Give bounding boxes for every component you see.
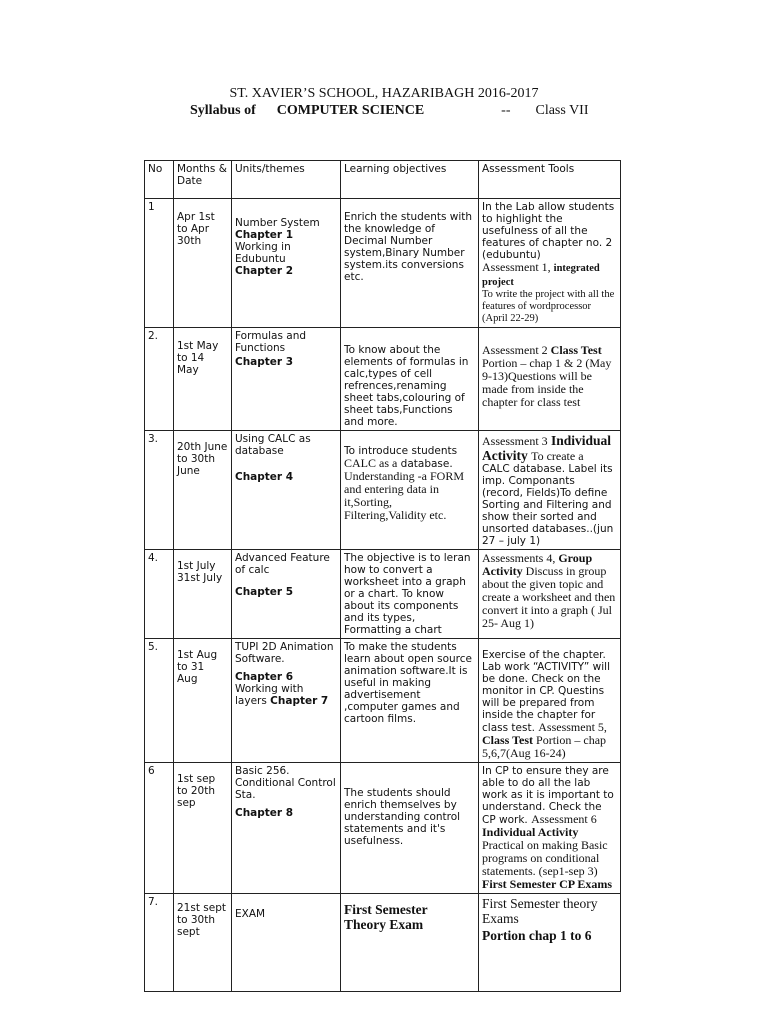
- row-units-cell: [232, 894, 341, 992]
- row-objective-cell: [341, 763, 479, 894]
- row-objective-cell: [341, 328, 479, 431]
- unit-title: TUPI 2D Animation Software.: [235, 641, 334, 665]
- row-months-cell: [174, 199, 232, 328]
- unit-title: Using CALC as database: [235, 433, 311, 457]
- unit-chapter: Chapter 8: [235, 807, 294, 819]
- class-name: Class VII: [535, 103, 589, 118]
- objective-text: Understanding -a FORM and entering data in it,Sorting, Filtering,Validity etc.: [344, 469, 464, 522]
- row-months-cell: [174, 639, 232, 763]
- subject-name: COMPUTER SCIENCE: [276, 103, 425, 118]
- unit-chapter: Chapter 5: [235, 586, 294, 598]
- assessment-label: Assessment 5,: [538, 720, 607, 734]
- objective-text: To introduce students: [344, 445, 458, 457]
- row-objective-cell: [341, 894, 479, 992]
- table-row: [145, 639, 621, 763]
- row-months: Apr 1st to Apr 30th: [177, 211, 215, 247]
- row-assessment-cell: [479, 550, 621, 639]
- assessment-type: Individual Activity: [482, 433, 612, 463]
- row-units-cell: [232, 763, 341, 894]
- row-months-cell: [174, 431, 232, 550]
- assessment-portion: Portion chap 1 to 6: [482, 928, 592, 943]
- row-units-cell: [232, 199, 341, 328]
- row-assessment-cell: [479, 639, 621, 763]
- table-row: [145, 199, 621, 328]
- row-assessment-cell: [479, 328, 621, 431]
- row-months: 1st May to 14 May: [177, 340, 219, 376]
- row-no: 4.: [145, 550, 174, 639]
- assessment-label: Assessment 2: [482, 343, 548, 357]
- row-objective: To make the students learn about open source animation software.It is useful in making advertisement ,computer games and cartoon films.: [344, 641, 472, 725]
- row-units-cell: [232, 328, 341, 431]
- assessment-text: To write the project with all the features of wordprocessor (April 22-29): [482, 289, 615, 324]
- assessment-text: In the Lab allow students to highlight the usefulness of all the features of chapter no. 2 (edubuntu): [482, 201, 615, 261]
- row-months: 1st sep to 20th sep: [177, 773, 216, 809]
- row-months: 1st Aug to 31 Aug: [177, 649, 218, 685]
- row-months: 20th June to 30th June: [177, 441, 228, 477]
- assessment-type: integrated project: [482, 263, 600, 288]
- table-row: [145, 550, 621, 639]
- unit-title: Advanced Feature of calc: [235, 552, 330, 576]
- row-assessment-cell: [479, 199, 621, 328]
- assessment-text: Practical on making Basic programs on conditional statements. (sep1-sep 3): [482, 838, 608, 878]
- header-units: Units/themes: [232, 161, 341, 199]
- assessment-type: Individual Activity: [482, 825, 579, 839]
- unit-chapter: Chapter 7: [270, 695, 329, 707]
- assessment-text: CALC database. Label its imp. Componants (record, Fields)To define Sorting and Filtering and show their sorted and unsorted databases..(jun 27 – july 1): [482, 463, 614, 547]
- header-objectives: Learning objectives: [341, 161, 479, 199]
- row-objective: The objective is to leran how to convert a worksheet into a graph or a chart. To know about its components and its types, Formatting a chart: [344, 552, 471, 636]
- unit-title: Number System: [235, 217, 320, 229]
- row-objective-cell: [341, 550, 479, 639]
- row-months: 21st sept to 30th sept: [177, 902, 226, 938]
- table-row: [145, 894, 621, 992]
- syllabus-label: Syllabus of: [190, 103, 256, 118]
- assessment-text: First Semester theory Exams: [482, 896, 598, 926]
- row-assessment-cell: [479, 431, 621, 550]
- unit-chapter: Chapter 4: [235, 471, 294, 483]
- assessment-text: In CP to ensure they are able to do all the lab work as it is important to understand. Check the CP work.: [482, 765, 614, 826]
- assessment-label: Assessments 4,: [482, 551, 556, 565]
- row-months-cell: [174, 894, 232, 992]
- assessment-text: Portion – chap 5,6,7(Aug 16-24): [482, 733, 607, 760]
- unit-chapter: Chapter 2: [235, 265, 294, 277]
- school-title: ST. XAVIER’S SCHOOL, HAZARIBAGH 2016-2017: [229, 86, 539, 101]
- assessment-type: Class Test: [482, 733, 534, 747]
- row-months-cell: [174, 550, 232, 639]
- syllabus-table: [144, 160, 621, 992]
- row-units-cell: [232, 550, 341, 639]
- row-units-cell: [232, 639, 341, 763]
- unit-title: EXAM: [235, 908, 266, 920]
- row-objective: To know about the elements of formulas in calc,types of cell refrences,renaming sheet tabs,colouring of sheet tabs,Functions and more.: [344, 344, 469, 428]
- assessment-type: Class Test: [550, 343, 602, 357]
- assessment-label: Assessment 1,: [482, 260, 551, 274]
- assessment-text: To create a: [531, 449, 584, 463]
- objective-text: CALC as a: [344, 456, 398, 470]
- row-assessment-cell: [479, 763, 621, 894]
- table-row: [145, 431, 621, 550]
- row-objective-cell: [341, 199, 479, 328]
- unit-title: Working with layers: [235, 683, 304, 707]
- row-assessment-cell: [479, 894, 621, 992]
- unit-chapter: Chapter 6: [235, 671, 294, 683]
- row-no: 1: [145, 199, 174, 328]
- row-no: 7.: [145, 894, 174, 992]
- unit-chapter: Chapter 1: [235, 229, 294, 241]
- row-no: 5.: [145, 639, 174, 763]
- unit-title: Basic 256. Conditional Control Sta.: [235, 765, 336, 801]
- unit-title: Working in Edubuntu: [235, 241, 291, 265]
- table-header-row: [145, 161, 621, 199]
- row-months: 1st July 31st July: [177, 560, 223, 584]
- table-row: [145, 763, 621, 894]
- row-months-cell: [174, 328, 232, 431]
- objective-text: database.: [400, 458, 453, 470]
- table-row: [145, 328, 621, 431]
- row-objective: First Semester Theory Exam: [344, 902, 428, 932]
- header-months: Months & Date: [174, 161, 232, 199]
- header-no: No: [145, 161, 174, 199]
- assessment-text: Exercise of the chapter. Lab work “ACTIVITY” will be done. Check on the monitor in CP. Questins will be prepared from inside the chapter for class test.: [482, 649, 610, 734]
- row-units-cell: [232, 431, 341, 550]
- row-objective-cell: [341, 639, 479, 763]
- assessment-text: Portion – chap 1 & 2 (May 9-13)Questions will be made from inside the chapter for class test: [482, 356, 612, 409]
- row-months-cell: [174, 763, 232, 894]
- row-no: 2.: [145, 328, 174, 431]
- row-no: 3.: [145, 431, 174, 550]
- row-objective: The students should enrich themselves by understanding control statements and it's usefulness.: [344, 787, 461, 847]
- row-no: 6: [145, 763, 174, 894]
- assessment-label: Assessment 3: [482, 434, 548, 448]
- title-dashes: --: [501, 103, 511, 118]
- unit-chapter: Chapter 3: [235, 356, 294, 368]
- assessment-text: Discuss in group about the given topic and create a worksheet and then convert it into a graph ( Jul 25- Aug 1): [482, 564, 616, 630]
- row-objective-cell: [341, 431, 479, 550]
- unit-title: Formulas and Functions: [235, 330, 307, 354]
- assessment-label: Assessment 6: [531, 812, 597, 826]
- header-assessment: Assessment Tools: [479, 161, 621, 199]
- assessment-exam: First Semester CP Exams: [482, 877, 613, 891]
- row-objective: Enrich the students with the knowledge of Decimal Number system,Binary Number system.its conversions etc.: [344, 211, 473, 283]
- syllabus-title: [190, 103, 589, 119]
- assessment-type: Group Activity: [482, 551, 593, 578]
